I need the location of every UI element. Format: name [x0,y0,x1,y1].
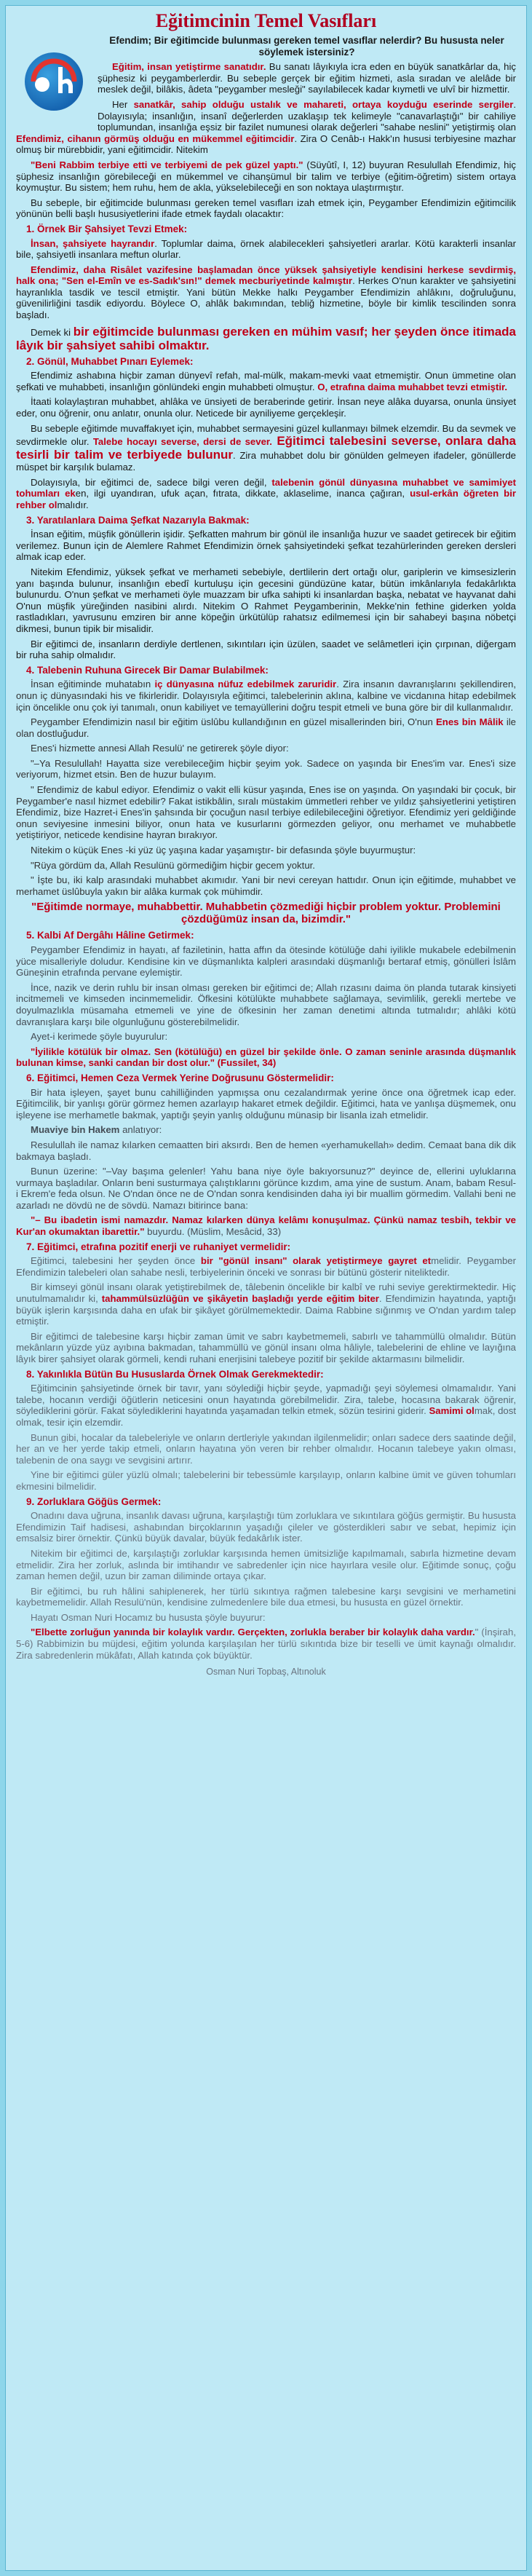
section-heading: 8. Yakınlıkla Bütün Bu Hususlarda Örnek Olmak Gerekmektedir: [26,1368,324,1380]
paragraph: Nitekim bir eğitimci de, karşılaştığı zorluklar karşısında hemen ümitsizliğe kapılmamalı, sabırla hizmetine devam etmelidir. Zira her zorluk, aslında bir imtihandır ve sabredenler için nice hayırlara vesile olur. Eğitimde sonuç, çoğu zaman hemen değil, uzun bir zaman diliminde ortaya çıkar. [16,1547,516,1582]
section-heading: 1. Örnek Bir Şahsiyet Tevzi Etmek: [26,223,188,234]
paragraph: Nitekim Efendimiz, yüksek şefkat ve merhameti sebebiyle, dertlilerin dert ortağı olur, gariplerin ve kimsesizlerin yanı başında bulunur, insanlığın ebedî kurtuluşu için gecesini gündüzüne katar, bütün imkânlarıyla fedakârlıkta bulunurdu. O'nun şefkat ve merhameti öyle muazzam bir ufka sahipti ki insanlardan başka, nebatat ve hayvanat dahi O'nun müşfik yüreğinden nasibini alırdı. Nitekim O Rahmet Peygamberinin, Mekke'nin fethine giderken yolda rastladıkları, yavrusunu emziren bir anne köpeğin ürkütülüp rahatsız edilmemesi için bir sahabeyi başına nöbetçi dikmesi, bunun tipik bir misalidir. [16,566,516,634]
paragraph: Eğitimcinin şahsiyetinde örnek bir tavır, yanı söylediği hiçbir şeyde, yapmadığı şeyi söylemesi olmamalıdır. Yani talebe, hocanın verdiği öğütlerin neticesini onun hayatında görebilmelidir. Zira, talebe, hocasına bakarak öğrenir, söylediklerini görür. Fakat söylediklerini hayatında yaşamadan telkin etmek, sözün tesirini giderir. Samimi olmak, dost olmak, tesir için elzemdir. [16,1383,516,1428]
paragraph: Efendimiz, daha Risâlet vazifesine başlamadan önce yüksek şahsiyetiyle kendisini herkese sevdirmiş, halk ona; "Sen el-Emîn ve es-Sadık'sın!" demek mecburiyetinde kalmıştır. Herkes O'nun karakter ve şahsiyetini hayranlıkla tasdik ve tescil etmiştir. Yani bütün Mekke halkı Peygamber Efendimizin ahlâkını, doğruluğunu, güvenilirliğini tasdik ediyordu. Böylece O, ahlâk bakımından, tebliğ hizmetine, böyle bir kimlik tescilinden sonra başladı. [16,264,516,321]
paragraph: İnsan eğitim, müşfik gönüllerin işidir. Şefkatten mahrum bir gönül ile insanlığa huzur ve saadet getirecek bir eğitim verilemez. Bunun için de Alemlere Rahmet Efendimizin örnek şahsiyetindeki şefkat tezahürlerinden gereken dersleri almak icap eder. [16,529,516,563]
paragraph: " Efendimiz de kabul ediyor. Efendimiz o vakit elli küsur yaşında, Enes ise on yaşında. On yaşındaki bir çocuk, bir Peygamber'e nasıl hizmet edebilir? Fakat istikbâlin, sıralı müstakim ümmetleri rehber ve yıldız şahsiyetlerini yetiştiren Efendimiz, bize Hazret-i Enes'in şahsında bir çocuğun nasıl terbiye edilebileceğini öğretiyor. Efendimiz yeri geldiğinde onun seviyesine inmesini biliyor, onun hata ve kusurlarını görmezden geliyor, onu merhamet ve muhabbetle yetiştiriyor, neticede kendisine hayran bırakıyor. [16,784,516,841]
paragraph: Resulullah ile namaz kılarken cemaatten biri aksırdı. Ben de hemen «yerhamukellah» dedim. Cemaat bana dik dik bakmaya başladı. [16,1139,516,1162]
paragraph: Eğitimci, talebesini her şeyden önce bir "gönül insanı" olarak yetiştirmeye gayret etmelidir. Peygamber Efendimizin talebeleri olan sahabe nesli, terbiyelerinin önceki ve sonrası bir bütünü gösterir niteliktedir. [16,1255,517,1278]
paragraph: Hayatı Osman Nuri Hocamız bu hususta şöyle buyurur: [31,1611,266,1623]
paragraph: Bir eğitimci de, insanların derdiyle dertlenen, sıkıntıları için üzülen, saadet ve selâmetleri için çırpınan, diğergam bir ruha sahip olmalıdır. [16,638,516,661]
paragraph: İnsan eğitiminde muhatabın iç dünyasına nüfuz edebilmek zaruridir. Zira insanın davranışlarını şekillendiren, onun iç dünyasındaki his ve fikirleridir. Dolayısıyla eğitimci, talebelerinin aklına, kalbine ve vicdanına hitap edebilmek için öncelikle onu çok iyi tanımalı, onun kabiliyet ve temayüllerini doğru tespit etmeli ve buna göre bir dil kullanmalıdır. [16,679,517,713]
paragraph: Bu sebeple, bir eğitimcide bulunması gereken temel vasıfları izah etmek için, Peygamber Efendimizin eğitimcilik yönünün belli başlı hususiyetlerini ifade etmek faydalı olacaktır: [16,197,516,220]
section-heading: 9. Zorluklara Göğüs Germek: [26,1496,162,1507]
paragraph: "Elbette zorluğun yanında bir kolaylık vardır. Gerçekten, zorlukla beraber bir kolaylık daha vardır." (İnşirah, 5-6) Rabbimizin bu müjdesi, eğitim yolunda karşılaşılan her türlü sıkıntıda bize bir teselli ve ümit kaynağı olmalıdır. Zira sabredenlerin mükâfatı, Allah katında çok büyüktür. [16,1627,517,1661]
paragraph: Enes'i hizmette annesi Allah Resulü' ne getirerek şöyle diyor: [31,743,289,754]
article-source: Osman Nuri Topbaş, Altınoluk [206,1667,326,1678]
paragraph: " İşte bu, iki kalp arasındaki muhabbet akımıdır. Yani bir nevi cereyan hattıdır. Onun için eğitimde, muhabbet ve merhamet üslûbuyla yakın bir alâka kurmak çok mühimdir. [16,874,516,897]
paragraph: Bir kimseyi gönül insanı olarak yetiştirebilmek de, tâlebenin öncelikle bir kalbî ve ruhi seviye gerektirmektedir. Hiç unutulmamalıdır ki, tahammülsüzlüğün ve şikâyetin başladığı yerde eğitim biter. Efendimizin hayatında, yaptığı büyük işlerin karşısında daha en ufak bir şikâyet görülmemektedir. Daima Rabbine sığınmış ve O'ndan yardım talep etmiştir. [16,1281,516,1327]
paragraph: Bir eğitimci, bu ruh hâlini sahiplenerek, her türlü sıkıntıya rağmen talebesine karşı sevgisini ve merhametini kaybetmemelidir. Allah Resulü'nün, kendisine zulmedenlere bile dua etmesi, bu hususta en güzel örnektir. [16,1585,516,1608]
paragraph: Dolayısıyla, bir eğitimci de, sadece bilgi veren değil, talebenin gönül dünyasına muhabbet ve samimiyet tohumları eken, ilgi uyandıran, ufuk açan, fıtrata, dikkate, aklaselime, inanca çağıran, usul-erkân öğreten bir rehber olmalıdır. [16,476,517,510]
section-heading: 5. Kalbi Af Dergâhı Hâline Getirmek: [26,930,194,941]
paragraph: "Rüya gördüm da, Allah Resulünü görmediğim hiçbir gecem yoktur. [31,859,315,871]
paragraph: Bir hata işleyen, şayet bunu cahilliğinden yapmışsa onu cezalandırmak yerine önce ona öğretmek icap eder. Eğitimcilik, bir yanlışı görür görmez hemen azarlayıp hakaret etmek değildir. Eğitimci, hata ve yanlışa düşmemek, onu işleyene ise merhametle bakmak, yaptığı şeyin yanlış olduğunu münasip bir lisanla izah etmelidir. [16,1086,516,1121]
section-heading: 4. Talebenin Ruhuna Girecek Bir Damar Bulabilmek: [26,664,269,676]
paragraph: Nitekim o küçük Enes -ki yüz üç yaşına kadar yaşamıştır- bir defasında şöyle buyurmuştur: [31,845,416,856]
intro-question: Efendim; Bir eğitimcide bulunması gereken temel vasıflar nelerdir? Bu hususta neler söylemek istersiniz? [109,35,504,58]
paragraph: Peygamber Efendimizin nasıl bir eğitim üslûbu kullandığının en güzel misallerinden biri, O'nun Enes bin Mâlik ile olan dostluğudur. [16,716,517,739]
paragraph: Ayet-i kerimede şöyle buyurulur: [31,1031,168,1043]
paragraph: İtaati kolaylaştıran muhabbet, ahlâka ve ünsiyeti de beraberinde getirir. İnsan neye alâka duyarsa, onunla ünsiyet eder, onu öğrenir, onu anlatır, onunla olur. Neticede bir ayniliyeme gerçekleşir. [16,396,516,419]
paragraph: Bunun üzerine: "–Vay başıma gelenler! Yahu bana niye öyle bakıyorsunuz?" deyince de, ellerini uyluklarına vurmaya başladılar. Onların beni susturmaya çalıştıklarını görünce kızdım, ama yine de sustum. Anam, babam Resul-i Ekrem'e feda olsun. Ne O'ndan önce ne de O'ndan sonra kendisinden daha iyi bir muallim görmedim. Vallahi beni ne azarladı ne dövdü ne de sövdü. Namazı bitirince bana: [16,1166,516,1211]
paragraph: Eğitim, insan yetiştirme sanatıdır. Bu sanatı lâyıkıyla icra eden en büyük sanatkârlar da, hiç şüphesiz ki peygamberlerdir. Bu sebeple gerçek bir eğitim hizmeti, asla sıradan ve alelâde bir meslek değil, bilâkis, âdeta "peygamber mesleği" sayılabilecek kadar kıymetli ve ulvî bir hizmettir. [98,61,517,95]
section-heading: 3. Yaratılanlara Daima Şefkat Nazarıyla Bakmak: [26,514,250,526]
section-heading: 7. Eğitimci, etrafına pozitif enerji ve ruhaniyet vermelidir: [26,1241,291,1252]
page-title: Eğitimcinin Temel Vasıfları [155,10,377,31]
paragraph: Demek ki bir eğitimcide bulunması gereken en mühim vasıf; her şeyden önce itimada lâyık bir şahsiyet sahibi olmaktır. [16,324,517,352]
paragraph: Yine bir eğitimci güler yüzlü olmalı; talebelerini bir tebessümle karşılayıp, onların kalbine ümit ve güven tohumları ekmesini bilmelidir. [16,1469,516,1492]
paragraph: "–Ya Resulullah! Hayatta size verebileceğim hiçbir şeyim yok. Sadece on yaşında bir Enes'im var. Enes'i size veriyorum, hizmet etsin. Ben de huzur bulayım. [16,757,516,781]
section-heading: 2. Gönül, Muhabbet Pınarı Eylemek: [26,355,194,367]
section-heading: 6. Eğitimci, Hemen Ceza Vermek Yerine Doğrusunu Göstermelidir: [26,1072,334,1083]
highlight-quote: "Eğitimde normaye, muhabbettir. Muhabbetin çözmediği hiçbir problem yoktur. Problemini çözdüğümüz insan da, bizimdir." [31,901,501,926]
paragraph: İnce, nazik ve derin ruhlu bir insan olması gereken bir eğitimci de; Allah rızasını daima ön planda tutarak kinsiyeti incitmemeli ve kimseden incinmemelidir. Öfkesini kötülükte muhabbete sağlamaya, sevimlilik, gerekli mertebe ve doyulmazlıkla müsamaha etmemeli ve yine de öfkesinin her zaman denetimi altında tutmalıdır; ahlâki kötü davranışlara karşı bile olgunluğunu gösterebilmelidir. [16,981,516,1027]
article-frame [5,5,527,2571]
paragraph: Peygamber Efendimiz in hayatı, af faziletinin, hatta affın da ötesinde kötülüğe dahi iyilikle mukabele edebilmenin yüce misalleriyle doludur. Kendisine kin ve düşmanlıkta kalpleri arasındaki düşmanlığı bertaraf etmiş, gönülleri İslâm Güneşinin etrafında pervane eylemiştir. [16,944,516,979]
logo-icon [20,39,87,124]
paragraph: Her sanatkâr, sahip olduğu ustalık ve mahareti, ortaya koyduğu eserinde sergiler. Dolayısıyla; insanlığın, insanî değerlerden uzaklaşıp tek kelimeyle "canavarlaştığı" bir cahiliye toplumundan, insanlığa eşsiz bir fazilet numunesi olarak değerleri "sahabe neslini" yetiştirmiş olan Efendimiz, cihanın görmüş olduğu en mükemmel eğitimcidir. Zira O Cenâb-ı Hakk'ın hususi terbiyesine mazhar olmuş bir mürebbidir, yani eğitimcidir. Nitekim [16,98,517,156]
paragraph: Bunun gibi, hocalar da talebeleriyle ve onların dertleriyle yakından ilgilenmelidir; onları sadece ders saatinde değil, her an ve her yerde takip etmeli, onların hayatına yön veren bir rehber olmalıdır. Hocanın talebeye yakın olması, talebenin de ona saygı ve sevgisini artırır. [16,1431,516,1466]
paragraph: Bir eğitimci de talebesine karşı hiçbir zaman ümit ve sabrı kaybetmemeli, sabırlı ve tahammüllü olmalıdır. Bütün mekânların yüzde yüz ayıbına bakmadan, tahammüllü ve gönül insanı olma hâliyle, talebelerini de ehline ve layığına lâyık birer şahsiyet olarak görmeli, kendi ruhani enerjisini talebeye pozitif bir şekilde aktarmasını bilmelidir. [16,1330,516,1364]
paragraph: Muaviye bin Hakem anlatıyor: [31,1124,162,1136]
paragraph: İnsan, şahsiyete hayrandır. Toplumlar daima, örnek alabilecekleri şahsiyetleri ararlar. Kötü karakterli insanlar bile, şahsiyetli insanlara meftun olurlar. [16,237,517,261]
paragraph: Onadını dava uğruna, insanlık davası uğruna, karşılaştığı tüm zorluklara ve sıkıntılara göğüs germiştir. Bu hususta Efendimizin Taif hadisesi, ashabından birçoklarının yaşadığı çileler ve gösterdikleri sabır ve sebat, hepimiz için emsalsiz birer örnektir. Çünkü büyük davalar, büyük fedakârlık ister. [16,1510,516,1544]
paragraph: Bu sebeple eğitimde muvaffakıyet için, muhabbet sermayesini güzel kullanmayı bilmek elzemdir. Bu da sevmek ve sevdirmekle olur. Talebe hocayı severse, dersi de sever. Eğitimci talebesini severse, onlara daha tesirli bir talim ve terbiyede bulunur. Zira muhabbet dolu bir gönülden gelmeyen ifadeler, gönüllerde müspet bir karşılık bulamaz. [16,422,517,473]
paragraph: Efendimiz ashabına hiçbir zaman dünyevî refah, mal-mülk, makam-mevki vaat etmemiştir. Onun ümmetine olan şefkati ve muhabbeti, insanlığın gönlündeki engin muhabbeti olmuştur. O, etrafına daima muhabbet tevzi etmiştir. [16,370,516,392]
paragraph: "İyilikle kötülük bir olmaz. Sen (kötülüğü) en güzel bir şekilde önle. O zaman seninle arasında düşmanlık bulunan kimse, sanki candan bir dost olur." (Fussilet, 34) [16,1046,516,1069]
article-body [6,35,526,1678]
paragraph: "– Bu ibadetin ismi namazdır. Namaz kılarken dünya kelâmı konuşulmaz. Çünkü namaz tesbih, tekbir ve Kur'an okumaktan ibarettir." buyurdu. (Müslim, Mesâcid, 33) [16,1214,516,1238]
paragraph: "Beni Rabbim terbiye etti ve terbiyemi de pek güzel yaptı." (Süyûtî, I, 12) buyuran Resulullah Efendimiz, hiç şüphesiz insanlığın görebileceği en mükemmel ve cihanşümul bir talim ve terbiye (eğitim-öğretim) sistem ortaya koymuştur. Bu sistem; hem ruhu, hem de akla, yükselebileceği en son noktaya ulaştırmıştır. [16,159,516,194]
